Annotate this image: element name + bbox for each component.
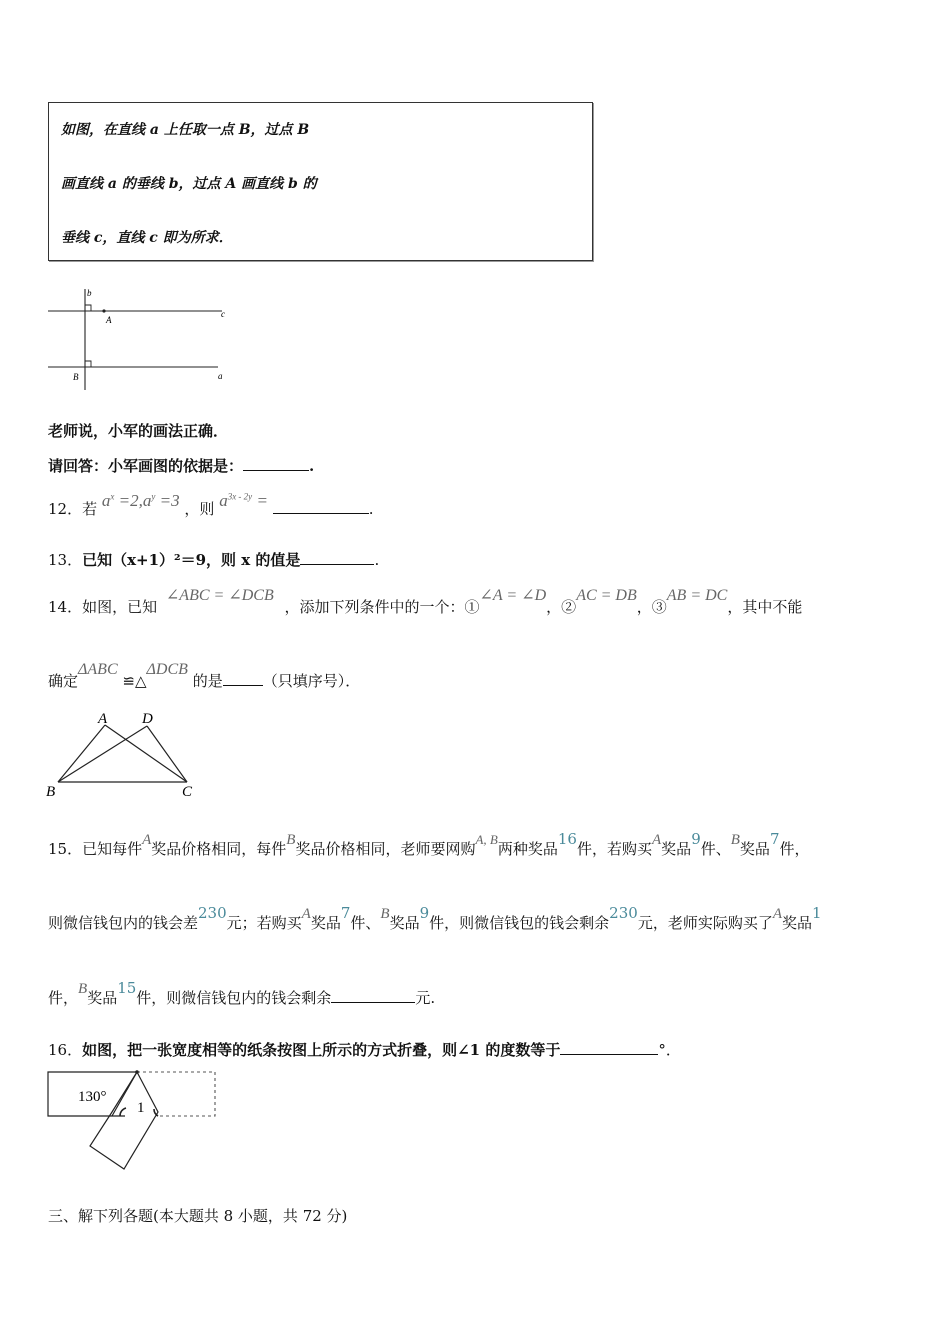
q12-answer-blank[interactable]	[273, 499, 369, 514]
q14-sep-3: ，③	[636, 598, 667, 616]
q14-triangle-abc: ΔABC	[78, 661, 118, 678]
question-14-line-1	[48, 587, 803, 617]
q16-end: °．	[658, 1041, 681, 1059]
triangles-figure	[40, 708, 210, 803]
teacher-remark: 老师说，小军的画法正确．	[48, 422, 229, 440]
label-D: D	[142, 711, 153, 727]
label-b: b	[87, 288, 92, 298]
box-line-3: 垂线 c，直线 c 即为所求．	[61, 230, 233, 246]
question-13	[48, 549, 379, 570]
angle-130-arc	[120, 1108, 126, 1116]
right-angle-mark-top	[85, 305, 91, 311]
q14-given: ∠ABC = ∠DCB	[165, 587, 274, 604]
q13-answer-blank[interactable]	[300, 550, 374, 565]
segment-ac	[105, 725, 187, 782]
question-12	[48, 491, 374, 519]
folded-flap	[90, 1072, 158, 1169]
question-14-line-2	[48, 661, 361, 691]
q14-condition-3: AB = DC	[666, 587, 728, 604]
point-a-dot	[102, 309, 105, 312]
label-a: a	[218, 371, 223, 381]
label-A: A	[106, 315, 112, 325]
right-angle-mark-bottom	[85, 361, 91, 367]
q12-end: .	[368, 500, 374, 518]
question-15-line-1: 15．已知每件A奖品价格相同，每件B奖品价格相同，老师要网购A, B两种奖品16件，若购买A奖品9件、B奖品7件，	[48, 830, 810, 858]
explanation-box	[48, 102, 593, 261]
q16-text: 如图，把一张宽度相等的纸条按图上所示的方式折叠，则∠1 的度数等于	[82, 1041, 561, 1059]
q12-number: 12．	[48, 500, 83, 518]
segment-dc	[147, 726, 187, 782]
q14-condition-1: ∠A = ∠D	[479, 587, 547, 604]
box-line-1: 如图，在直线 a 上任取一点 B，过点 B	[61, 122, 310, 138]
section-3-heading: 三、解下列各题(本大题共 8 小题，共 72 分)	[48, 1207, 348, 1225]
q16-answer-blank[interactable]	[560, 1040, 658, 1055]
q15-end: 元.	[415, 989, 436, 1007]
label-B: B	[46, 784, 56, 800]
label-A: A	[98, 711, 108, 727]
q14-pre: 如图，已知	[82, 598, 158, 616]
angle-1-label: 1	[137, 1100, 145, 1116]
q14-line2-post: 的是	[192, 672, 223, 690]
label-c: c	[221, 309, 225, 319]
q14-sep-2: ，②	[546, 598, 577, 616]
q14-condition-2: AC = DB	[576, 587, 637, 604]
label-B: B	[73, 372, 79, 382]
angle-130-label: 130°	[78, 1089, 107, 1105]
q14-answer-blank[interactable]	[223, 671, 263, 686]
q12-mid: ，则	[184, 500, 215, 518]
segment-ba	[58, 725, 105, 782]
fold-line	[112, 1072, 137, 1116]
perpendicular-figure	[40, 285, 240, 395]
reason-question-text: 请回答：小军画图的依据是：	[48, 457, 244, 475]
question-16	[48, 1039, 681, 1060]
q12-expr1: $a^x =2,a^y =3$	[101, 491, 180, 510]
q15-number: 15．	[48, 840, 83, 858]
q13-number: 13．	[48, 551, 83, 569]
reason-question: 请回答：小军画图的依据是： .	[48, 457, 315, 475]
q14-tail: ，其中不能	[727, 598, 803, 616]
label-C: C	[182, 784, 193, 800]
q14-triangle-dcb: ΔDCB	[146, 661, 188, 678]
q14-line2-pre: 确定	[48, 672, 79, 690]
segment-bd	[58, 726, 147, 782]
question-15-line-2: 则微信钱包内的钱会差230元；若购买A奖品7件、B奖品9件，则微信钱包的钱会剩余230元，老师实际购买了A奖品1	[48, 904, 822, 932]
q14-congruent: ≌△	[122, 672, 147, 690]
q14-line2-end: （只填序号）．	[262, 672, 361, 690]
q16-number: 16．	[48, 1041, 83, 1059]
q15-answer-blank[interactable]	[331, 988, 415, 1003]
box-line-2: 画直线 a 的垂线 b，过点 A 画直线 b 的	[61, 176, 317, 192]
q14-mid: ，添加下列条件中的一个：①	[284, 598, 480, 616]
question-15-line-3: 件，B奖品15件，则微信钱包内的钱会剩余 元.	[48, 979, 436, 1007]
answer-blank[interactable]	[243, 456, 309, 471]
q13-text: 已知（x+1）²＝9，则 x 的值是	[82, 551, 301, 569]
q12-expr3: $a^{3x - 2y}$ =	[219, 491, 268, 510]
fold-vertex-dot	[135, 1070, 139, 1074]
q12-pre: 若	[82, 500, 98, 518]
q14-number: 14．	[48, 598, 83, 616]
q13-end: .	[374, 551, 380, 569]
folded-strip-figure	[40, 1068, 230, 1178]
